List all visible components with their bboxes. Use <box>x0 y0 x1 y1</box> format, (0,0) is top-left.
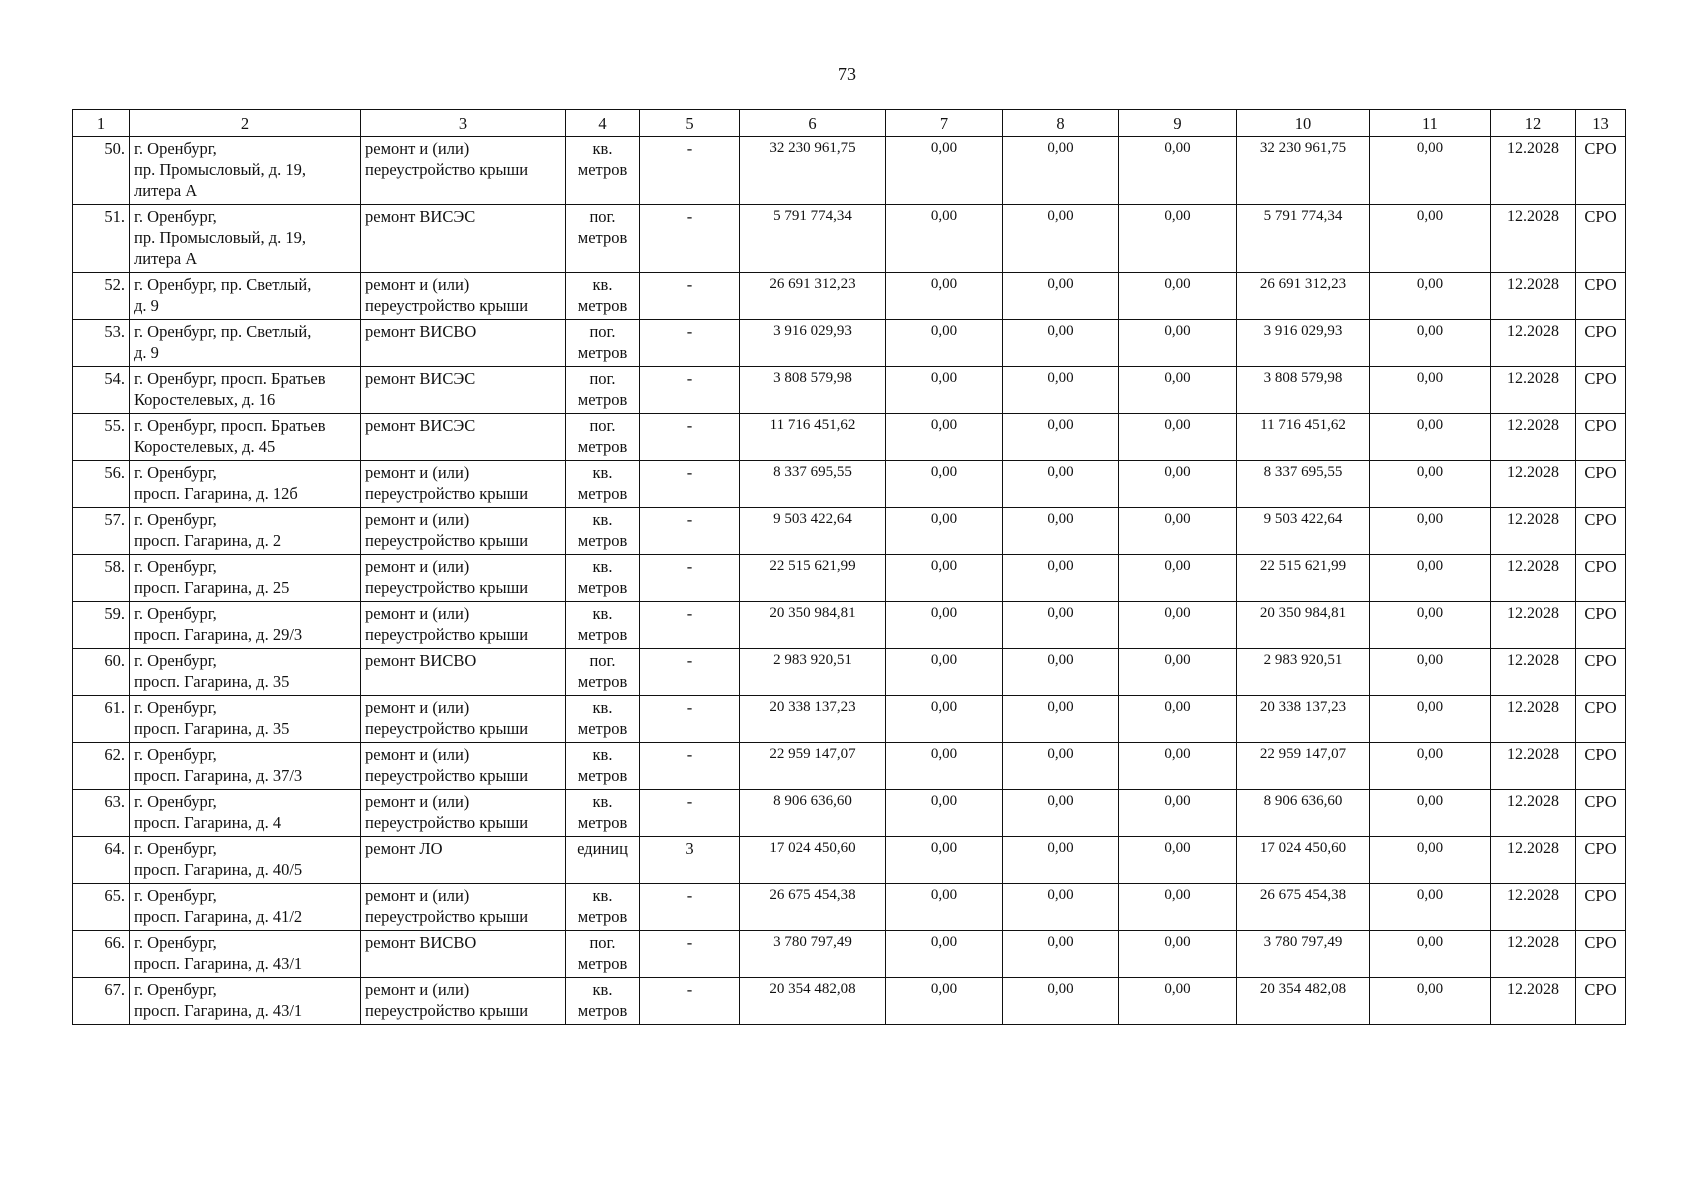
col8-cell: 0,00 <box>1003 205 1119 273</box>
unit-cell: кв. метров <box>566 696 640 743</box>
quantity-cell: - <box>640 205 740 273</box>
row-number: 54. <box>73 367 130 414</box>
address-cell: г. Оренбург, просп. Братьев Коростелевых, д. 16 <box>130 367 361 414</box>
total-cost-cell: 22 515 621,99 <box>740 555 886 602</box>
table-body <box>73 137 1626 1025</box>
col9-cell: 0,00 <box>1119 273 1237 320</box>
quantity-cell: - <box>640 931 740 978</box>
col8-cell: 0,00 <box>1003 978 1119 1025</box>
table-row <box>73 931 1626 978</box>
total-cost-cell: 2 983 920,51 <box>740 649 886 696</box>
unit-cell: пог. метров <box>566 367 640 414</box>
table-row <box>73 320 1626 367</box>
address-cell: г. Оренбург, просп. Гагарина, д. 12б <box>130 461 361 508</box>
address-cell: г. Оренбург, пр. Светлый, д. 9 <box>130 320 361 367</box>
col10-cell: 22 515 621,99 <box>1237 555 1370 602</box>
col11-cell: 0,00 <box>1370 273 1491 320</box>
col10-cell: 26 675 454,38 <box>1237 884 1370 931</box>
total-cost-cell: 11 716 451,62 <box>740 414 886 461</box>
quantity-cell: - <box>640 696 740 743</box>
address-cell: г. Оренбург, пр. Светлый, д. 9 <box>130 273 361 320</box>
total-cost-cell: 22 959 147,07 <box>740 743 886 790</box>
col9-cell: 0,00 <box>1119 884 1237 931</box>
col10-cell: 17 024 450,60 <box>1237 837 1370 884</box>
quantity-cell: - <box>640 414 740 461</box>
col8-cell: 0,00 <box>1003 555 1119 602</box>
col7-cell: 0,00 <box>886 790 1003 837</box>
table-row <box>73 978 1626 1025</box>
unit-cell: кв. метров <box>566 743 640 790</box>
table-row <box>73 205 1626 273</box>
col11-cell: 0,00 <box>1370 649 1491 696</box>
work-type-cell: ремонт и (или) переустройство крыши <box>361 461 566 508</box>
deadline-cell: 12.2028 <box>1491 696 1576 743</box>
total-cost-cell: 8 337 695,55 <box>740 461 886 508</box>
deadline-cell: 12.2028 <box>1491 837 1576 884</box>
col9-cell: 0,00 <box>1119 743 1237 790</box>
work-type-cell: ремонт ЛО <box>361 837 566 884</box>
column-header: 9 <box>1119 110 1237 137</box>
source-cell: СРО <box>1576 931 1626 978</box>
col7-cell: 0,00 <box>886 696 1003 743</box>
row-number: 64. <box>73 837 130 884</box>
quantity-cell: - <box>640 978 740 1025</box>
address-cell: г. Оренбург, просп. Гагарина, д. 43/1 <box>130 978 361 1025</box>
deadline-cell: 12.2028 <box>1491 602 1576 649</box>
source-cell: СРО <box>1576 743 1626 790</box>
address-cell: г. Оренбург, просп. Гагарина, д. 29/3 <box>130 602 361 649</box>
work-type-cell: ремонт ВИСВО <box>361 931 566 978</box>
source-cell: СРО <box>1576 508 1626 555</box>
col10-cell: 3 780 797,49 <box>1237 931 1370 978</box>
col9-cell: 0,00 <box>1119 649 1237 696</box>
deadline-cell: 12.2028 <box>1491 790 1576 837</box>
col11-cell: 0,00 <box>1370 931 1491 978</box>
col8-cell: 0,00 <box>1003 837 1119 884</box>
col11-cell: 0,00 <box>1370 555 1491 602</box>
col10-cell: 20 354 482,08 <box>1237 978 1370 1025</box>
col10-cell: 20 350 984,81 <box>1237 602 1370 649</box>
column-header: 4 <box>566 110 640 137</box>
col7-cell: 0,00 <box>886 931 1003 978</box>
col11-cell: 0,00 <box>1370 320 1491 367</box>
total-cost-cell: 3 808 579,98 <box>740 367 886 414</box>
row-number: 61. <box>73 696 130 743</box>
quantity-cell: - <box>640 508 740 555</box>
row-number: 62. <box>73 743 130 790</box>
unit-cell: пог. метров <box>566 205 640 273</box>
column-header: 5 <box>640 110 740 137</box>
source-cell: СРО <box>1576 320 1626 367</box>
col11-cell: 0,00 <box>1370 205 1491 273</box>
source-cell: СРО <box>1576 602 1626 649</box>
work-type-cell: ремонт и (или) переустройство крыши <box>361 743 566 790</box>
quantity-cell: - <box>640 884 740 931</box>
column-header: 7 <box>886 110 1003 137</box>
unit-cell: кв. метров <box>566 602 640 649</box>
quantity-cell: - <box>640 649 740 696</box>
column-header: 8 <box>1003 110 1119 137</box>
col9-cell: 0,00 <box>1119 137 1237 205</box>
col10-cell: 20 338 137,23 <box>1237 696 1370 743</box>
row-number: 53. <box>73 320 130 367</box>
row-number: 51. <box>73 205 130 273</box>
col10-cell: 22 959 147,07 <box>1237 743 1370 790</box>
row-number: 63. <box>73 790 130 837</box>
total-cost-cell: 26 675 454,38 <box>740 884 886 931</box>
total-cost-cell: 32 230 961,75 <box>740 137 886 205</box>
address-cell: г. Оренбург, просп. Гагарина, д. 35 <box>130 649 361 696</box>
table-row <box>73 273 1626 320</box>
col8-cell: 0,00 <box>1003 602 1119 649</box>
col8-cell: 0,00 <box>1003 137 1119 205</box>
quantity-cell: - <box>640 461 740 508</box>
total-cost-cell: 26 691 312,23 <box>740 273 886 320</box>
col7-cell: 0,00 <box>886 884 1003 931</box>
col8-cell: 0,00 <box>1003 790 1119 837</box>
col10-cell: 5 791 774,34 <box>1237 205 1370 273</box>
total-cost-cell: 8 906 636,60 <box>740 790 886 837</box>
deadline-cell: 12.2028 <box>1491 743 1576 790</box>
col10-cell: 9 503 422,64 <box>1237 508 1370 555</box>
unit-cell: кв. метров <box>566 508 640 555</box>
quantity-cell: - <box>640 602 740 649</box>
col11-cell: 0,00 <box>1370 137 1491 205</box>
quantity-cell: - <box>640 790 740 837</box>
quantity-cell: - <box>640 273 740 320</box>
col9-cell: 0,00 <box>1119 461 1237 508</box>
quantity-cell: - <box>640 743 740 790</box>
source-cell: СРО <box>1576 978 1626 1025</box>
col10-cell: 11 716 451,62 <box>1237 414 1370 461</box>
work-type-cell: ремонт ВИСЭС <box>361 205 566 273</box>
table-row <box>73 137 1626 205</box>
work-type-cell: ремонт ВИСВО <box>361 320 566 367</box>
source-cell: СРО <box>1576 414 1626 461</box>
column-header: 11 <box>1370 110 1491 137</box>
column-header: 3 <box>361 110 566 137</box>
col8-cell: 0,00 <box>1003 696 1119 743</box>
col8-cell: 0,00 <box>1003 931 1119 978</box>
address-cell: г. Оренбург, просп. Гагарина, д. 2 <box>130 508 361 555</box>
row-number: 60. <box>73 649 130 696</box>
total-cost-cell: 20 354 482,08 <box>740 978 886 1025</box>
unit-cell: единиц <box>566 837 640 884</box>
work-type-cell: ремонт ВИСЭС <box>361 367 566 414</box>
total-cost-cell: 9 503 422,64 <box>740 508 886 555</box>
col9-cell: 0,00 <box>1119 837 1237 884</box>
col8-cell: 0,00 <box>1003 649 1119 696</box>
col11-cell: 0,00 <box>1370 367 1491 414</box>
row-number: 67. <box>73 978 130 1025</box>
col11-cell: 0,00 <box>1370 461 1491 508</box>
deadline-cell: 12.2028 <box>1491 555 1576 602</box>
col9-cell: 0,00 <box>1119 508 1237 555</box>
table-row <box>73 367 1626 414</box>
row-number: 52. <box>73 273 130 320</box>
col11-cell: 0,00 <box>1370 743 1491 790</box>
deadline-cell: 12.2028 <box>1491 137 1576 205</box>
col8-cell: 0,00 <box>1003 743 1119 790</box>
source-cell: СРО <box>1576 461 1626 508</box>
source-cell: СРО <box>1576 649 1626 696</box>
col10-cell: 3 808 579,98 <box>1237 367 1370 414</box>
col10-cell: 2 983 920,51 <box>1237 649 1370 696</box>
address-cell: г. Оренбург, просп. Гагарина, д. 25 <box>130 555 361 602</box>
row-number: 56. <box>73 461 130 508</box>
col10-cell: 8 906 636,60 <box>1237 790 1370 837</box>
col8-cell: 0,00 <box>1003 367 1119 414</box>
unit-cell: пог. метров <box>566 931 640 978</box>
col11-cell: 0,00 <box>1370 696 1491 743</box>
source-cell: СРО <box>1576 696 1626 743</box>
deadline-cell: 12.2028 <box>1491 508 1576 555</box>
table-row <box>73 743 1626 790</box>
col11-cell: 0,00 <box>1370 508 1491 555</box>
col10-cell: 32 230 961,75 <box>1237 137 1370 205</box>
unit-cell: кв. метров <box>566 790 640 837</box>
unit-cell: кв. метров <box>566 273 640 320</box>
col7-cell: 0,00 <box>886 414 1003 461</box>
work-type-cell: ремонт и (или) переустройство крыши <box>361 508 566 555</box>
column-header: 1 <box>73 110 130 137</box>
col11-cell: 0,00 <box>1370 837 1491 884</box>
col9-cell: 0,00 <box>1119 367 1237 414</box>
table-row <box>73 555 1626 602</box>
col9-cell: 0,00 <box>1119 978 1237 1025</box>
row-number: 66. <box>73 931 130 978</box>
col7-cell: 0,00 <box>886 837 1003 884</box>
col7-cell: 0,00 <box>886 743 1003 790</box>
total-cost-cell: 17 024 450,60 <box>740 837 886 884</box>
source-cell: СРО <box>1576 837 1626 884</box>
col11-cell: 0,00 <box>1370 790 1491 837</box>
col8-cell: 0,00 <box>1003 320 1119 367</box>
quantity-cell: - <box>640 137 740 205</box>
source-cell: СРО <box>1576 137 1626 205</box>
address-cell: г. Оренбург, просп. Гагарина, д. 41/2 <box>130 884 361 931</box>
column-header: 12 <box>1491 110 1576 137</box>
work-type-cell: ремонт и (или) переустройство крыши <box>361 602 566 649</box>
quantity-cell: 3 <box>640 837 740 884</box>
address-cell: г. Оренбург, пр. Промысловый, д. 19, литера А <box>130 137 361 205</box>
row-number: 55. <box>73 414 130 461</box>
col7-cell: 0,00 <box>886 461 1003 508</box>
deadline-cell: 12.2028 <box>1491 414 1576 461</box>
column-number-row <box>73 110 1626 137</box>
row-number: 59. <box>73 602 130 649</box>
work-type-cell: ремонт ВИСЭС <box>361 414 566 461</box>
col11-cell: 0,00 <box>1370 884 1491 931</box>
col11-cell: 0,00 <box>1370 414 1491 461</box>
address-cell: г. Оренбург, просп. Братьев Коростелевых, д. 45 <box>130 414 361 461</box>
address-cell: г. Оренбург, просп. Гагарина, д. 37/3 <box>130 743 361 790</box>
col9-cell: 0,00 <box>1119 696 1237 743</box>
total-cost-cell: 3 916 029,93 <box>740 320 886 367</box>
col7-cell: 0,00 <box>886 978 1003 1025</box>
col7-cell: 0,00 <box>886 273 1003 320</box>
deadline-cell: 12.2028 <box>1491 320 1576 367</box>
source-cell: СРО <box>1576 555 1626 602</box>
work-type-cell: ремонт ВИСВО <box>361 649 566 696</box>
table-row <box>73 649 1626 696</box>
unit-cell: кв. метров <box>566 137 640 205</box>
table-row <box>73 696 1626 743</box>
col7-cell: 0,00 <box>886 602 1003 649</box>
work-type-cell: ремонт и (или) переустройство крыши <box>361 137 566 205</box>
deadline-cell: 12.2028 <box>1491 273 1576 320</box>
deadline-cell: 12.2028 <box>1491 978 1576 1025</box>
table-row <box>73 790 1626 837</box>
quantity-cell: - <box>640 320 740 367</box>
work-type-cell: ремонт и (или) переустройство крыши <box>361 696 566 743</box>
row-number: 50. <box>73 137 130 205</box>
deadline-cell: 12.2028 <box>1491 884 1576 931</box>
column-header: 10 <box>1237 110 1370 137</box>
deadline-cell: 12.2028 <box>1491 649 1576 696</box>
address-cell: г. Оренбург, просп. Гагарина, д. 35 <box>130 696 361 743</box>
work-type-cell: ремонт и (или) переустройство крыши <box>361 790 566 837</box>
col7-cell: 0,00 <box>886 367 1003 414</box>
col9-cell: 0,00 <box>1119 205 1237 273</box>
column-header: 6 <box>740 110 886 137</box>
col7-cell: 0,00 <box>886 555 1003 602</box>
total-cost-cell: 20 350 984,81 <box>740 602 886 649</box>
col7-cell: 0,00 <box>886 137 1003 205</box>
table-row <box>73 461 1626 508</box>
address-cell: г. Оренбург, просп. Гагарина, д. 43/1 <box>130 931 361 978</box>
col8-cell: 0,00 <box>1003 273 1119 320</box>
total-cost-cell: 20 338 137,23 <box>740 696 886 743</box>
address-cell: г. Оренбург, просп. Гагарина, д. 40/5 <box>130 837 361 884</box>
col9-cell: 0,00 <box>1119 931 1237 978</box>
address-cell: г. Оренбург, пр. Промысловый, д. 19, литера А <box>130 205 361 273</box>
col7-cell: 0,00 <box>886 508 1003 555</box>
col8-cell: 0,00 <box>1003 461 1119 508</box>
table-row <box>73 602 1626 649</box>
col7-cell: 0,00 <box>886 320 1003 367</box>
row-number: 58. <box>73 555 130 602</box>
col7-cell: 0,00 <box>886 205 1003 273</box>
col10-cell: 26 691 312,23 <box>1237 273 1370 320</box>
total-cost-cell: 5 791 774,34 <box>740 205 886 273</box>
column-header: 13 <box>1576 110 1626 137</box>
work-type-cell: ремонт и (или) переустройство крыши <box>361 273 566 320</box>
col11-cell: 0,00 <box>1370 602 1491 649</box>
unit-cell: пог. метров <box>566 649 640 696</box>
col10-cell: 3 916 029,93 <box>1237 320 1370 367</box>
deadline-cell: 12.2028 <box>1491 461 1576 508</box>
work-type-cell: ремонт и (или) переустройство крыши <box>361 978 566 1025</box>
col9-cell: 0,00 <box>1119 414 1237 461</box>
col11-cell: 0,00 <box>1370 978 1491 1025</box>
total-cost-cell: 3 780 797,49 <box>740 931 886 978</box>
col9-cell: 0,00 <box>1119 320 1237 367</box>
col9-cell: 0,00 <box>1119 555 1237 602</box>
work-type-cell: ремонт и (или) переустройство крыши <box>361 884 566 931</box>
table-row <box>73 414 1626 461</box>
table-row <box>73 837 1626 884</box>
deadline-cell: 12.2028 <box>1491 367 1576 414</box>
col7-cell: 0,00 <box>886 649 1003 696</box>
col9-cell: 0,00 <box>1119 790 1237 837</box>
quantity-cell: - <box>640 367 740 414</box>
col8-cell: 0,00 <box>1003 884 1119 931</box>
unit-cell: пог. метров <box>566 320 640 367</box>
address-cell: г. Оренбург, просп. Гагарина, д. 4 <box>130 790 361 837</box>
col9-cell: 0,00 <box>1119 602 1237 649</box>
row-number: 65. <box>73 884 130 931</box>
source-cell: СРО <box>1576 367 1626 414</box>
deadline-cell: 12.2028 <box>1491 205 1576 273</box>
unit-cell: кв. метров <box>566 884 640 931</box>
unit-cell: пог. метров <box>566 414 640 461</box>
row-number: 57. <box>73 508 130 555</box>
repair-schedule-table <box>72 109 1626 1025</box>
table-row <box>73 884 1626 931</box>
unit-cell: кв. метров <box>566 978 640 1025</box>
deadline-cell: 12.2028 <box>1491 931 1576 978</box>
quantity-cell: - <box>640 555 740 602</box>
source-cell: СРО <box>1576 790 1626 837</box>
table-row <box>73 508 1626 555</box>
source-cell: СРО <box>1576 884 1626 931</box>
col10-cell: 8 337 695,55 <box>1237 461 1370 508</box>
unit-cell: кв. метров <box>566 461 640 508</box>
page-number: 73 <box>838 64 856 84</box>
work-type-cell: ремонт и (или) переустройство крыши <box>361 555 566 602</box>
unit-cell: кв. метров <box>566 555 640 602</box>
column-header: 2 <box>130 110 361 137</box>
source-cell: СРО <box>1576 273 1626 320</box>
source-cell: СРО <box>1576 205 1626 273</box>
col8-cell: 0,00 <box>1003 508 1119 555</box>
col8-cell: 0,00 <box>1003 414 1119 461</box>
